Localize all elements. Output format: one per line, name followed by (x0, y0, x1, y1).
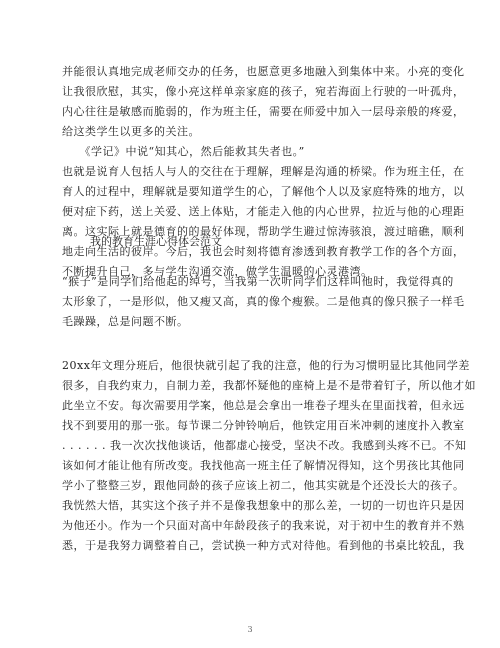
text-line: 内心往往是敏感而脆弱的，作为班主任，需要在师爱中加入一层母亲般的疼爱， (62, 105, 465, 118)
text-line: 我恍然大悟，其实这个孩子并不是像我想象中的那么差，一切的一切也许只是因 (62, 499, 465, 512)
text-line: 太形象了，一是形似，他又瘦又高，真的像个瘦猴。二是他真的像只猴子一样毛 (62, 295, 465, 308)
text-line: . . . . . . 我一次次找他谈话，他都虚心接受，坚决不改。我感到头疼不已。不知 (62, 439, 467, 452)
text-line: 毛躁躁，总是问题不断。 (62, 315, 189, 328)
text-line: 让我很欣慰，其实，像小亮这样单亲家庭的孩子，宛若海面上行驶的一叶孤舟， (62, 85, 465, 98)
text-line: 悉，于是我努力调整着自己，尝试换一种方式对待他。看到他的书桌比较乱，我 (62, 539, 465, 552)
text-line: 20xx年文理分班后，他很快就引起了我的注意，他的行为习惯明显比其他同学差 (62, 359, 470, 372)
text-line: 便对症下药，送上关爱、送上体贴，才能走入他的内心世界，拉近与他的心理距 (62, 205, 465, 218)
text-line: 地走向生活的彼岸。今后，我也会时刻将德育渗透到教育教学工作的各个方面， (62, 245, 465, 258)
paragraph-1 (62, 62, 465, 142)
paragraph-4 (62, 356, 476, 556)
section-heading: 我的教育生涯心得体会范文 (90, 235, 222, 248)
text-line: 离。这实际上就是德育的的最好体现，帮助学生避过惊涛骇浪，渡过暗礁，顺利 (62, 225, 465, 238)
text-line: 《学记》中说“知其心，然后能救其失者也。” (62, 145, 305, 158)
text-line: 为他还小。作为一个只面对高中年龄段孩子的我来说，对于初中生的教育并不熟 (62, 519, 465, 532)
text-line: 也就是说育人包括人与人的交往在于理解，理解是沟通的桥梁。作为班主任，在 (62, 165, 465, 178)
paragraph-3 (62, 272, 465, 332)
text-line: 不断提升自己，多与学生沟通交流，做学生温暖的心灵港湾。 (62, 265, 373, 278)
text-line: “猴子”是同学们给他起的绰号，当我第一次听同学们这样叫他时，我觉得真的 (62, 275, 454, 288)
text-line: 给这类学生以更多的关注。 (62, 125, 200, 138)
page-number: 3 (247, 625, 253, 634)
text-line: 该如何才能让他有所改变。我找他高一班主任了解情况得知，这个男孩比其他同 (62, 459, 465, 472)
text-line: 找不到要用的那一张。每节课二分钟铃响后，他铁定用百米冲刺的速度扑入教室 (62, 419, 465, 432)
text-line: 此坐立不安。每次需要用学案，他总是会拿出一堆卷子埋头在里面找着，但永远 (62, 399, 465, 412)
text-line: 很多，自我约束力，自制力差，我都怀疑他的座椅上是不是带着钉子，所以他才如 (62, 379, 476, 392)
text-line: 学小了整整三岁，跟他同龄的孩子应该上初二，他其实就是个还没长大的孩子。 (62, 479, 465, 492)
paragraph-2 (62, 142, 465, 282)
text-line: 育人的过程中，理解就是要知道学生的心，了解他个人以及家庭特殊的地方，以 (62, 185, 465, 198)
text-line: 并能很认真地完成老师交办的任务，也愿意更多地融入到集体中来。小亮的变化 (62, 65, 465, 78)
